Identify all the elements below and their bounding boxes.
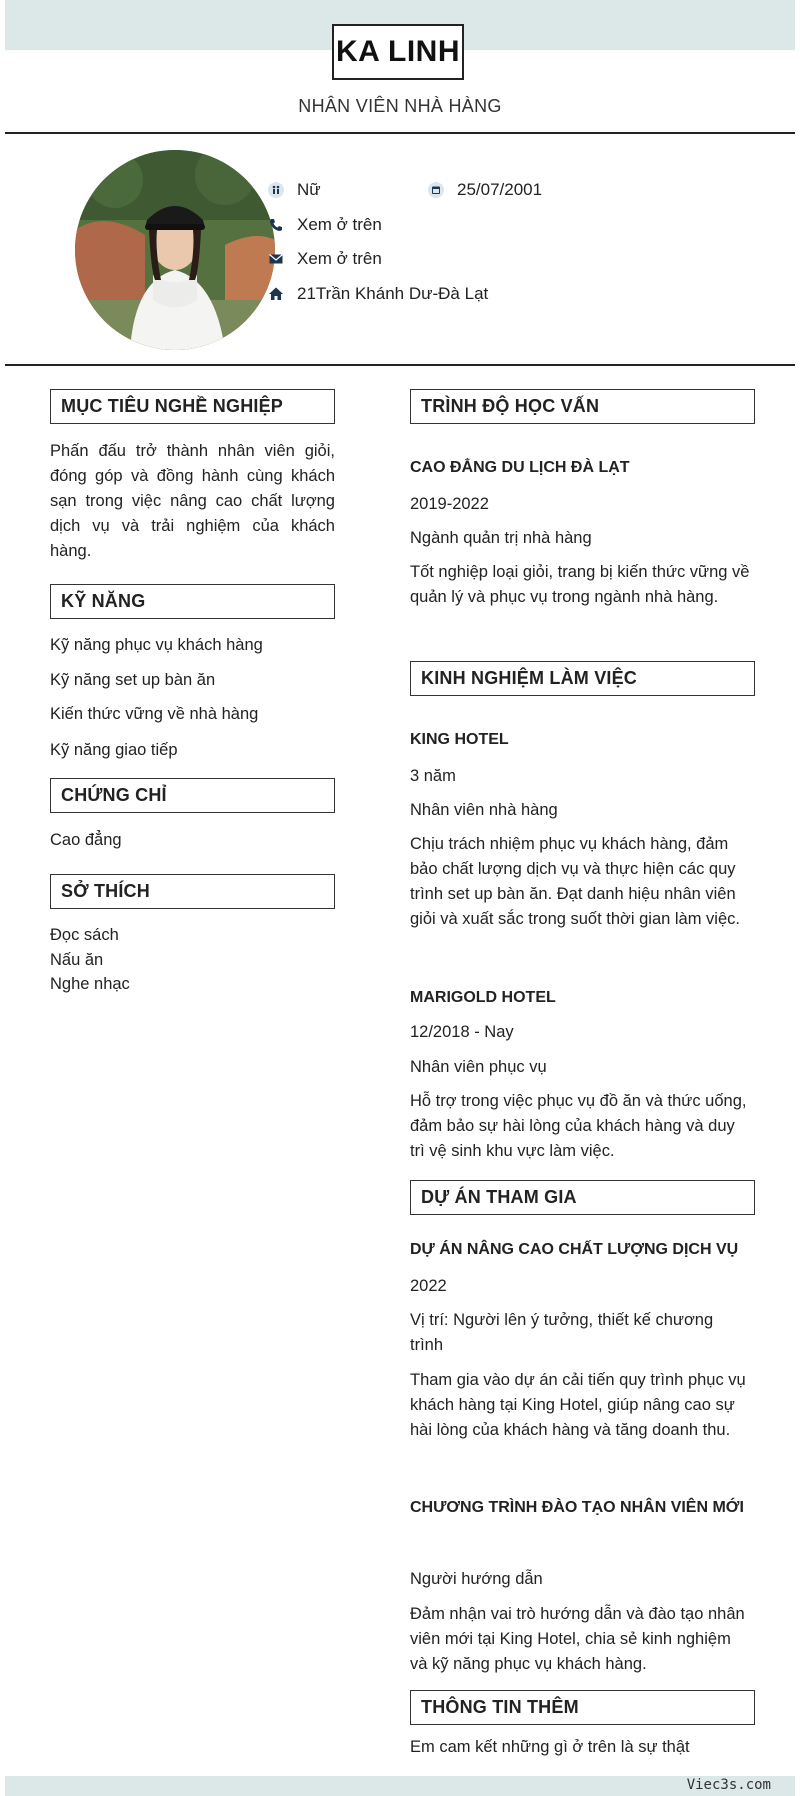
skill-item: Kỹ năng set up bàn ăn bbox=[50, 671, 216, 689]
project-year: 2022 bbox=[410, 1277, 447, 1295]
additional-text: Em cam kết những gì ở trên là sự thật bbox=[410, 1738, 690, 1756]
email-row bbox=[267, 249, 382, 269]
calendar-icon bbox=[427, 181, 445, 199]
watermark: Viec3s.com bbox=[686, 1777, 771, 1793]
gender-row bbox=[267, 180, 321, 200]
avatar bbox=[75, 150, 275, 350]
objective-text: Phấn đấu trở thành nhân viên giỏi, đóng góp và đồng hành cùng khách sạn trong việc nâng cao chất lượng dịch vụ và trải nghiệm của khách hàng. bbox=[50, 442, 335, 560]
job-company: MARIGOLD HOTEL bbox=[410, 989, 556, 1006]
resume-page bbox=[5, 0, 795, 1796]
experience-heading: KINH NGHIỆM LÀM VIỆC bbox=[410, 661, 755, 696]
gender-icon bbox=[267, 181, 285, 199]
education-period: 2019-2022 bbox=[410, 495, 489, 513]
job-title: NHÂN VIÊN NHÀ HÀNG bbox=[298, 96, 502, 116]
job-description: Chịu trách nhiệm phục vụ khách hàng, đảm bảo chất lượng dịch vụ và thực hiện các quy trình set up bàn ăn. Đạt danh hiệu nhân viên giỏi và xuất sắc trong suốt thời gian làm việc. bbox=[410, 835, 740, 928]
certificates-heading: CHỨNG CHỈ bbox=[50, 778, 335, 813]
email-icon bbox=[267, 250, 285, 268]
job-position: Nhân viên nhà hàng bbox=[410, 801, 558, 819]
job-period: 3 năm bbox=[410, 767, 456, 785]
phone-icon bbox=[267, 216, 285, 234]
education-heading: TRÌNH ĐỘ HỌC VẤN bbox=[410, 389, 755, 424]
job-position: Nhân viên phục vụ bbox=[410, 1058, 547, 1076]
home-icon bbox=[267, 285, 285, 303]
candidate-name: KA LINH bbox=[332, 24, 464, 80]
avatar-photo bbox=[75, 150, 275, 350]
phone-row bbox=[267, 215, 382, 235]
objective-heading: MỤC TIÊU NGHỀ NGHIỆP bbox=[50, 389, 335, 424]
projects-heading: DỰ ÁN THAM GIA bbox=[410, 1180, 755, 1215]
gender-value: Nữ bbox=[297, 180, 321, 199]
project-description: Tham gia vào dự án cải tiến quy trình phục vụ khách hàng tại King Hotel, giúp nâng cao sự hài lòng của khách hàng và tăng doanh thu. bbox=[410, 1371, 746, 1439]
skill-item: Kỹ năng giao tiếp bbox=[50, 741, 178, 759]
info-divider bbox=[5, 364, 795, 366]
bottom-band bbox=[5, 1776, 795, 1796]
address-row bbox=[267, 284, 488, 304]
hobby-item: Nấu ăn bbox=[50, 951, 104, 969]
education-school: CAO ĐẲNG DU LỊCH ĐÀ LẠT bbox=[410, 459, 630, 476]
education-major: Ngành quản trị nhà hàng bbox=[410, 529, 592, 547]
job-period: 12/2018 - Nay bbox=[410, 1023, 514, 1041]
education-description: Tốt nghiệp loại giỏi, trang bị kiến thức vững về quản lý và phục vụ trong ngành nhà hàng. bbox=[410, 563, 750, 606]
skill-item: Kỹ năng phục vụ khách hàng bbox=[50, 636, 263, 654]
birthday-row bbox=[427, 180, 542, 200]
additional-heading: THÔNG TIN THÊM bbox=[410, 1690, 755, 1725]
project-role: Vị trí: Người lên ý tưởng, thiết kế chương trình bbox=[410, 1311, 714, 1354]
job-company: KING HOTEL bbox=[410, 731, 509, 748]
project-name: DỰ ÁN NÂNG CAO CHẤT LƯỢNG DỊCH VỤ bbox=[410, 1241, 739, 1258]
hobbies-heading: SỞ THÍCH bbox=[50, 874, 335, 909]
project-role: Người hướng dẫn bbox=[410, 1570, 543, 1588]
job-description: Hỗ trợ trong việc phục vụ đồ ăn và thức uống, đảm bảo sự hài lòng của khách hàng và duy trì vệ sinh khu vực làm việc. bbox=[410, 1092, 747, 1160]
header-divider bbox=[5, 132, 795, 134]
certificate-item: Cao đẳng bbox=[50, 831, 122, 849]
birthday-value: 25/07/2001 bbox=[457, 180, 543, 199]
address-value: 21Trần Khánh Dư-Đà Lạt bbox=[297, 284, 489, 303]
skill-item: Kiến thức vững về nhà hàng bbox=[50, 705, 259, 723]
email-value: Xem ở trên bbox=[297, 249, 382, 268]
project-description: Đảm nhận vai trò hướng dẫn và đào tạo nhân viên mới tại King Hotel, chia sẻ kinh nghiệm và kỹ năng phục vụ khách hàng. bbox=[410, 1605, 745, 1673]
phone-value: Xem ở trên bbox=[297, 215, 382, 234]
hobby-item: Nghe nhạc bbox=[50, 975, 130, 993]
project-name: CHƯƠNG TRÌNH ĐÀO TẠO NHÂN VIÊN MỚI bbox=[410, 1499, 744, 1516]
skills-heading: KỸ NĂNG bbox=[50, 584, 335, 619]
hobby-item: Đọc sách bbox=[50, 926, 119, 944]
